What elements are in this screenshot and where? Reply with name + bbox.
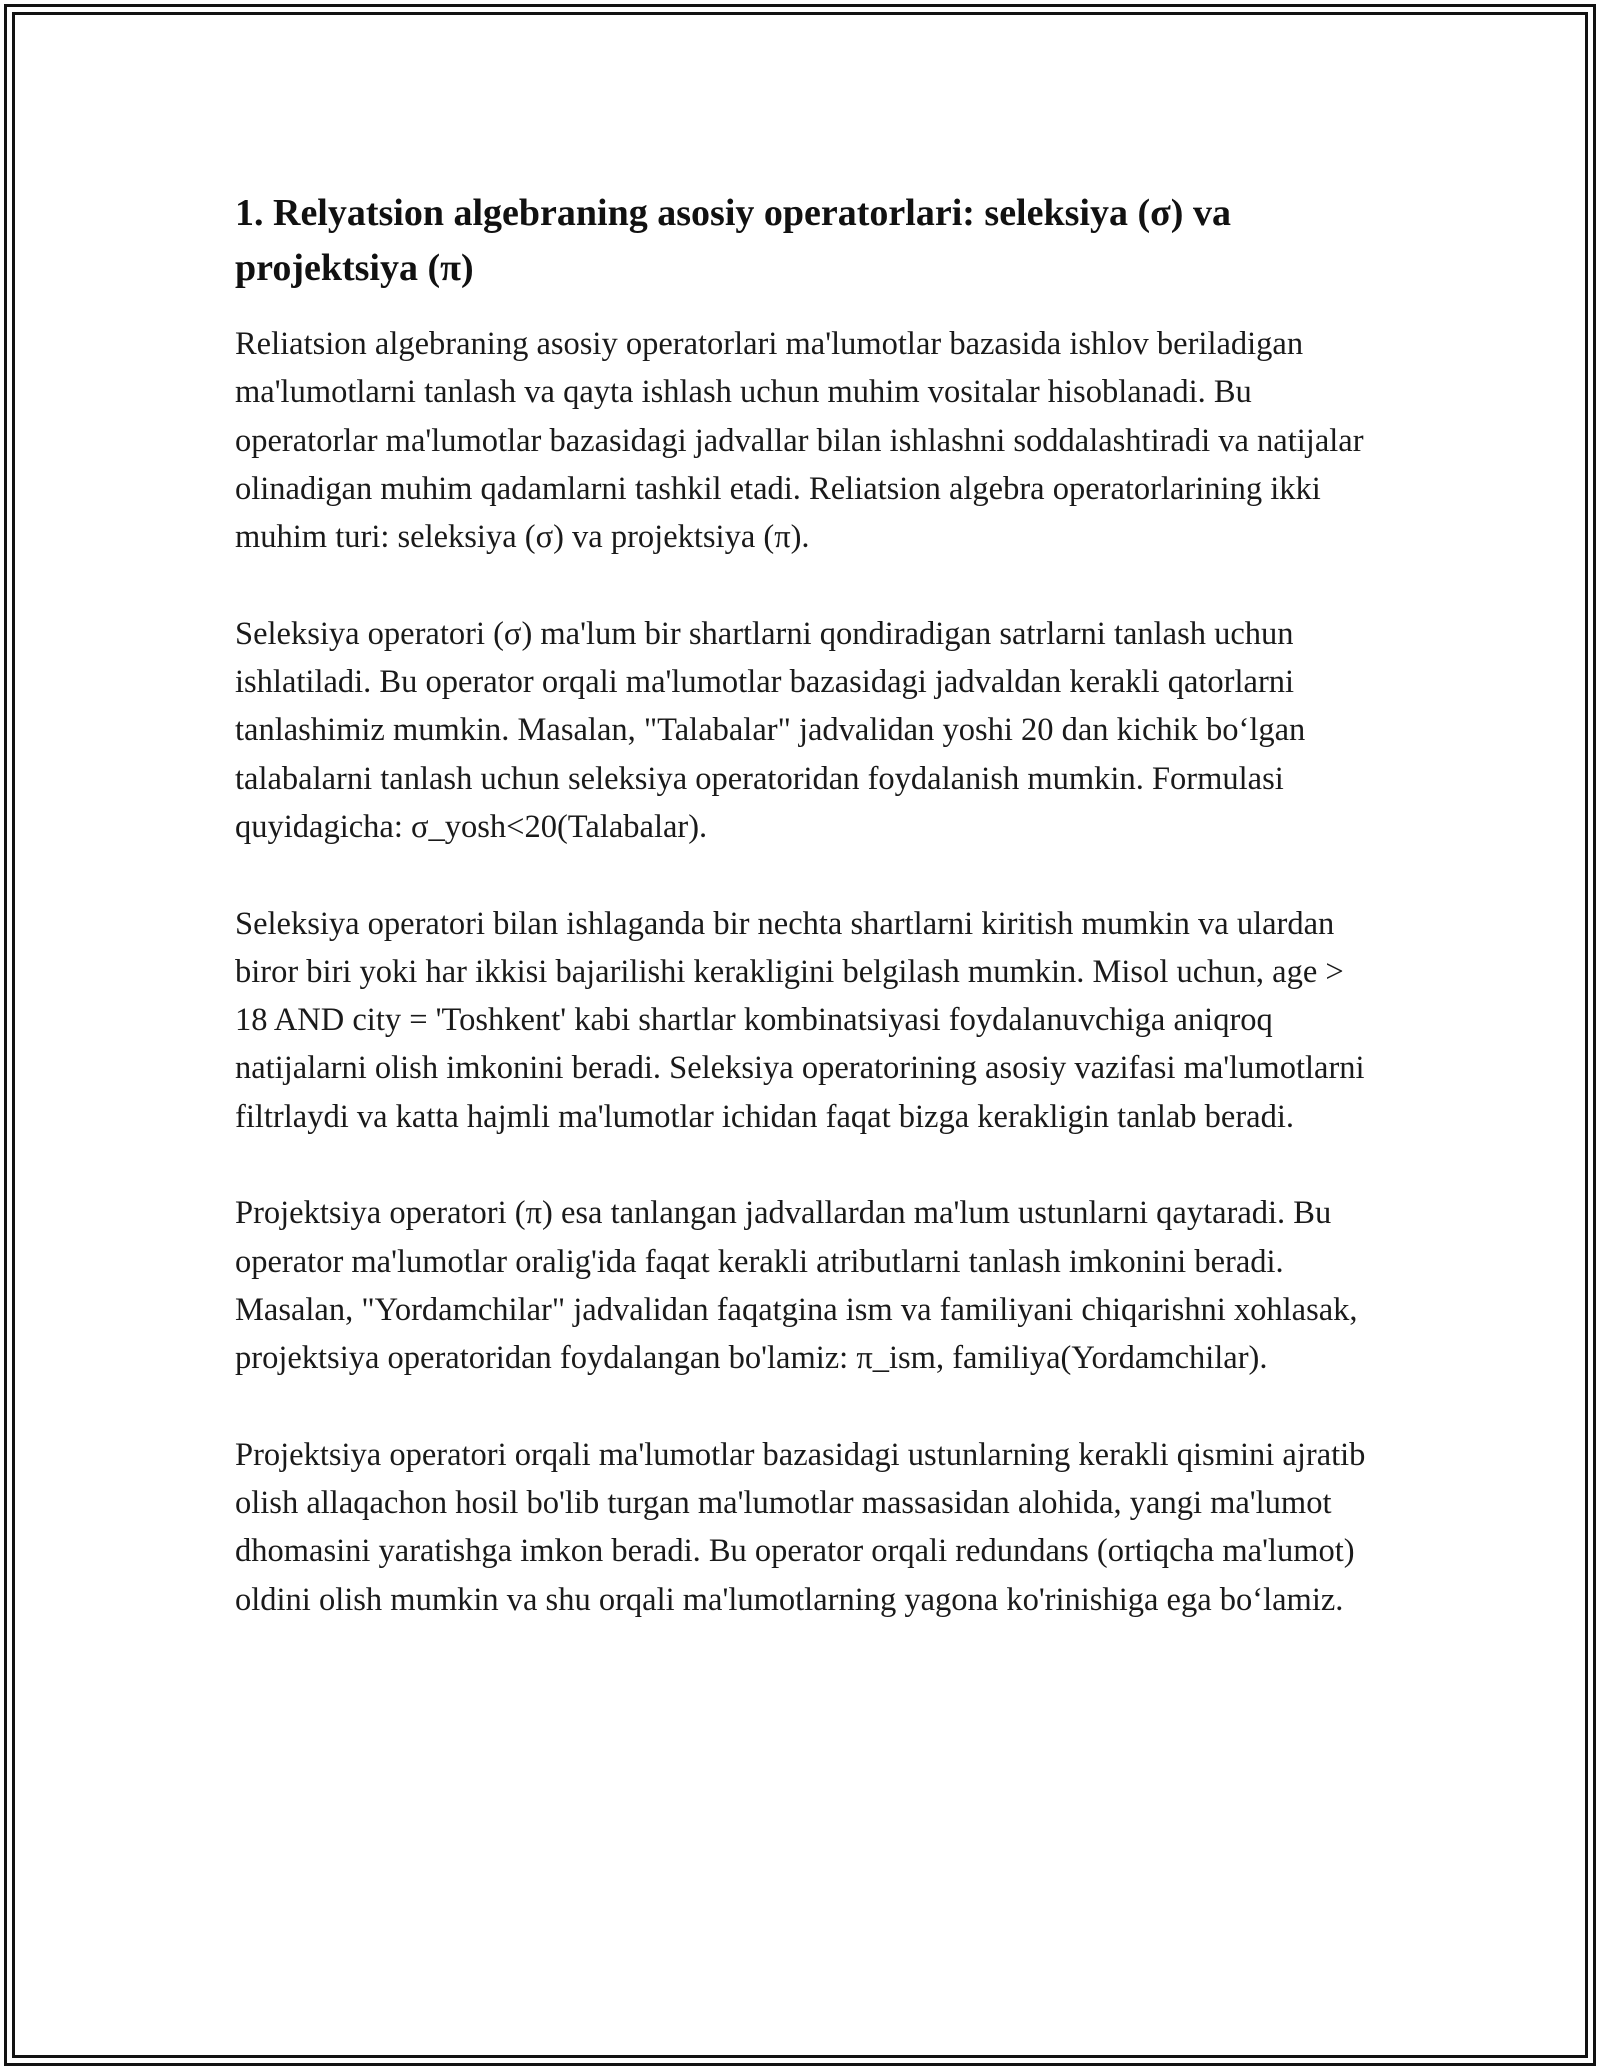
- paragraph-selection-conditions: Seleksiya operatori bilan ishlaganda bir nechta shartlarni kiritish mumkin va ulardan biror biri yoki har ikkisi bajarilishi kerakligini belgilash mumkin. Misol uchun, age > 18 AND city = 'Toshkent' kabi shartlar kombinatsiyasi foydalanuvchiga aniqroq natijalarni olish imkonini beradi. Seleksiya operatorining asosiy vazifasi ma'lumotlarni filtrlaydi va katta hajmli ma'lumotlar ichidan faqat bizga kerakligin tanlab beradi.: [235, 905, 1365, 1135]
- paragraph-projection: Projektsiya operatori (π) esa tanlangan jadvallardan ma'lum ustunlarni qaytaradi. Bu operator ma'lumotlar oralig'ida faqat kerakli atributlarni tanlash imkonini beradi. Masalan, "Yordamchilar" jadvalidan faqatgina ism va familiyani chiqarishni xohlasak, projektsiya operatoridan foydalangan bo'lamiz: π_ism, familiya(Yordamchilar).: [235, 1195, 1358, 1377]
- section-heading: 1. Relyatsion algebraning asosiy operatorlari: seleksiya (σ) va projektsiya (π): [235, 192, 1231, 289]
- document-body: [235, 186, 1370, 1624]
- paragraph-selection: Seleksiya operatori (σ) ma'lum bir shartlarni qondiradigan satrlarni tanlash uchun ishlatiladi. Bu operator orqali ma'lumotlar bazasidagi jadvaldan kerakli qatorlarni tanlashimiz mumkin. Masalan, "Talabalar" jadvalidan yoshi 20 dan kichik bo‘lgan talabalarni tanlash uchun seleksiya operatoridan foydalanish mumkin. Formulasi quyidagicha: σ_yosh<20(Talabalar).: [235, 615, 1306, 845]
- paragraph-projection-benefits: Projektsiya operatori orqali ma'lumotlar bazasidagi ustunlarning kerakli qismini ajratib olish allaqachon hosil bo'lib turgan ma'lumotlar massasidan alohida, yangi ma'lumot dhomasini yaratishga imkon beradi. Bu operator orqali redundans (ortiqcha ma'lumot) oldini olish mumkin va shu orqali ma'lumotlarning yagona ko'rinishiga ega bo‘lamiz.: [235, 1436, 1366, 1618]
- paragraph-intro: Reliatsion algebraning asosiy operatorlari ma'lumotlar bazasida ishlov beriladigan ma'lumotlarni tanlash va qayta ishlash uchun muhim vositalar hisoblanadi. Bu operatorlar ma'lumotlar bazasidagi jadvallar bilan ishlashni soddalashtiradi va natijalar olinadigan muhim qadamlarni tashkil etadi. Reliatsion algebra operatorlarining ikki muhim turi: seleksiya (σ) va projektsiya (π).: [235, 326, 1364, 556]
